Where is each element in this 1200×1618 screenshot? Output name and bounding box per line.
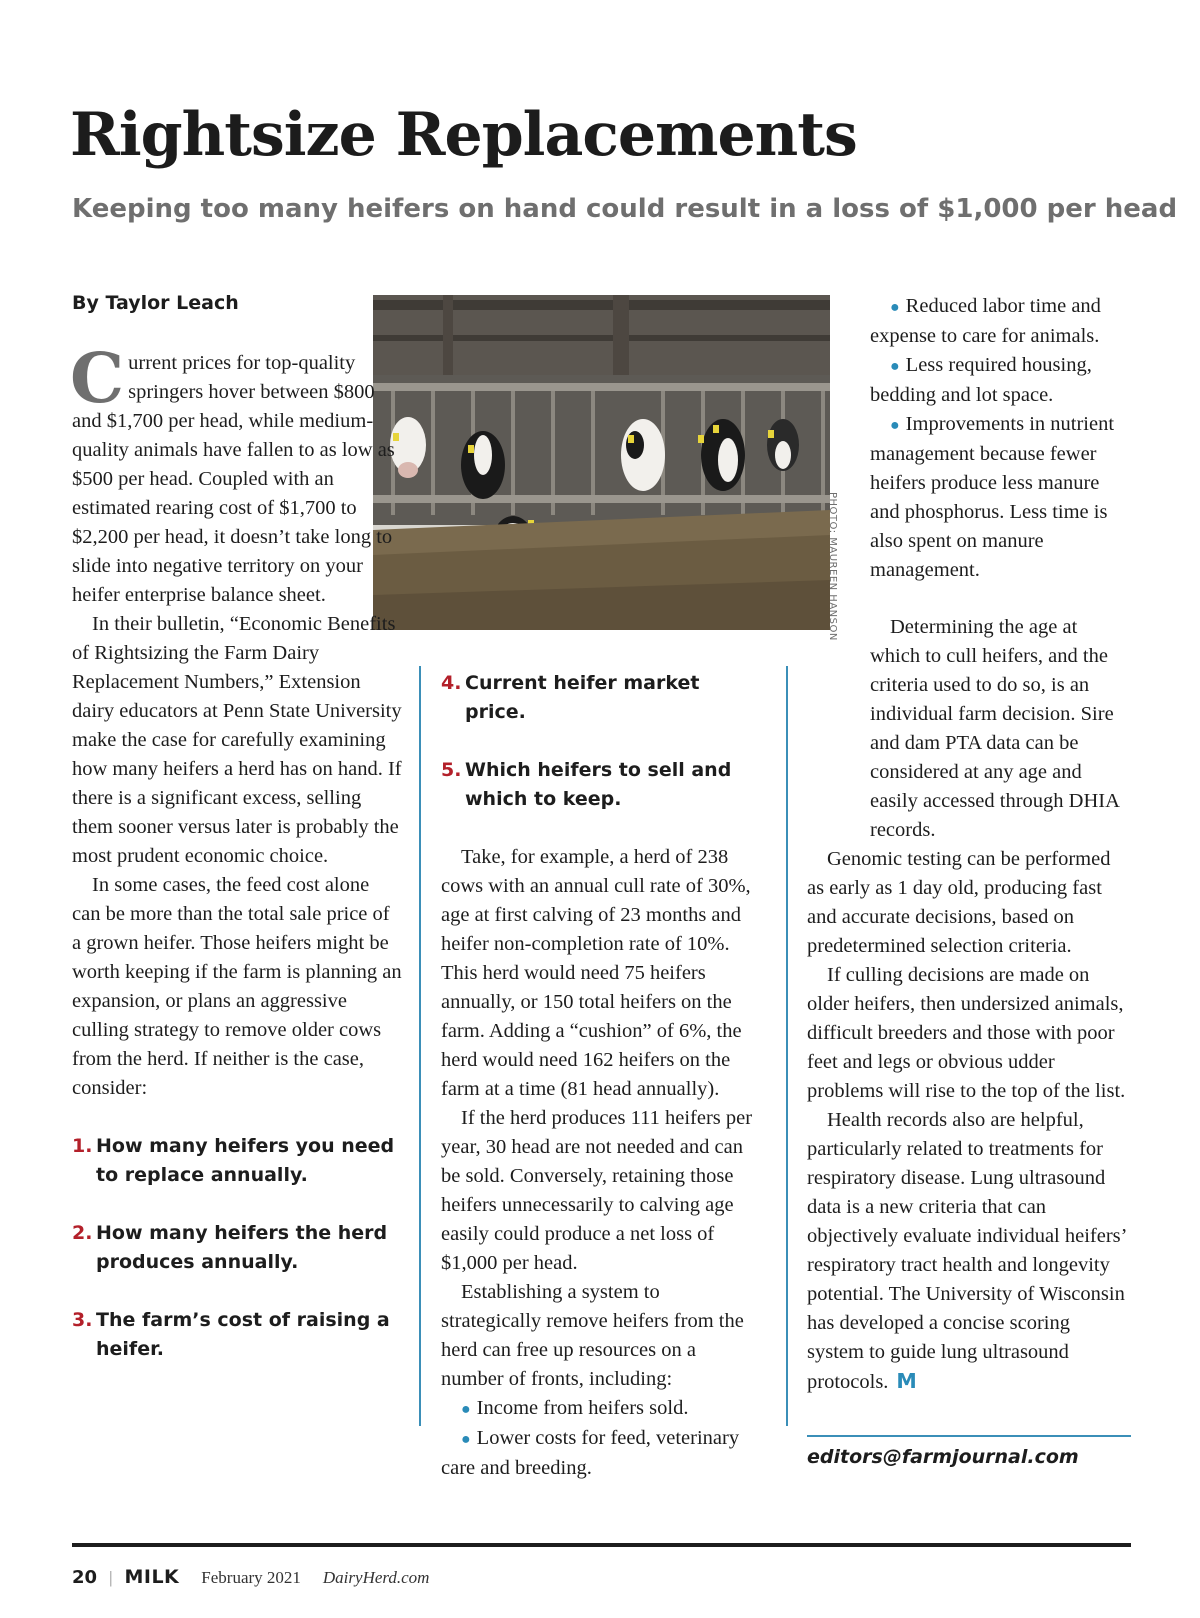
paragraph: If the herd produces 111 heifers per year, 30 head are not needed and can be sold. Conversely, retaining those heifers unnecessarily to calving age easily could produce a net loss of $1,000 per head. (441, 1107, 753, 1274)
paragraph: Determining the age at which to cull heifers, and the criteria used to do so, is an individual farm decision. Sire and dam PTA data can be considered at any age and easily accessed through DHIA records. (870, 616, 1119, 841)
bullet-dot-icon: ● (890, 358, 900, 375)
website-link[interactable]: DairyHerd.com (322, 1568, 430, 1587)
column-3 (807, 613, 1132, 1397)
bullet-item: ● Less required housing, bedding and lot space. (870, 354, 1092, 406)
bullet-dot-icon: ● (890, 417, 900, 434)
bullet-dot-icon: ● (461, 1431, 471, 1448)
column-divider (419, 666, 421, 1426)
paragraph: Take, for example, a herd of 238 cows with an annual cull rate of 30%, age at first calving of 23 months and heifer non-completion rate of 10%. This herd would need 75 heifers annually, or 150 total heifers on the farm. Adding a “cushion” of 6%, the herd would need 162 heifers on the farm at a time (81 head annually). (441, 846, 751, 1100)
drop-cap: C (70, 339, 125, 419)
paragraph: Genomic testing can be performed as early as 1 day old, producing fast and accurate decisions, based on predetermined selection criteria. (807, 848, 1111, 957)
list-text: How many heifers the herd produces annually. (96, 1222, 388, 1273)
cow-barn-photo (373, 295, 830, 630)
email-divider (807, 1435, 1131, 1437)
list-number: 4. (441, 672, 462, 694)
footer-rule (72, 1543, 1131, 1547)
page-footer (72, 1566, 429, 1588)
paragraph: If culling decisions are made on older heifers, then undersized animals, difficult breeders and those with poor feet and legs or obvious udder problems will rise to the top of the list. (807, 964, 1126, 1102)
consider-list-item (441, 756, 759, 814)
list-text: How many heifers you need to replace annually. (96, 1135, 395, 1186)
consider-list-item (72, 1306, 402, 1364)
article-subtitle: Keeping too many heifers on hand could result in a loss of $1,000 per head (72, 194, 1178, 224)
issue-date: February 2021 (201, 1568, 301, 1587)
column-divider (786, 666, 788, 1426)
paragraph: In their bulletin, “Economic Benefits of Rightsizing the Farm Dairy Replacement Numbers,” Extension dairy educators at Penn State University make the case for carefully examining how many heifers a herd has on hand. If there is a significant excess, selling them sooner versus later is probably the most prudent economic choice. (72, 613, 402, 867)
list-text: The farm’s cost of raising a heifer. (96, 1309, 390, 1360)
bullet-item: ● Reduced labor time and expense to care for animals. (870, 295, 1101, 347)
cow-barn-illustration (373, 295, 830, 630)
paragraph: Establishing a system to strategically remove heifers from the herd can free up resources on a number of fronts, including: (441, 1281, 744, 1390)
page-number: 20 (72, 1567, 98, 1588)
bullet-dot-icon: ● (890, 299, 900, 316)
article-title: Rightsize Replacements (70, 100, 857, 170)
bullet-item: ● Lower costs for feed, veterinary care and breeding. (441, 1427, 740, 1479)
list-number: 3. (72, 1309, 93, 1331)
magazine-logo: MILK (124, 1566, 180, 1588)
bullet-dot-icon: ● (461, 1401, 471, 1418)
bullet-item: ● Income from heifers sold. (461, 1397, 689, 1419)
author-email-link[interactable]: editors@farmjournal.com (807, 1446, 1079, 1468)
list-number: 5. (441, 759, 462, 781)
consider-list-item (72, 1219, 402, 1277)
photo-credit: PHOTO: MAUREEN HANSON (827, 492, 838, 641)
bullet-item: ● Improvements in nutrient management because fewer heifers produce less manure and phosphorus. Less time is also spent on manure management. (870, 413, 1115, 581)
end-mark-icon: M (896, 1369, 917, 1393)
list-text: Which heifers to sell and which to keep. (465, 759, 732, 810)
column-3-top (870, 292, 1132, 585)
footer-separator: | (109, 1568, 113, 1587)
column-1 (70, 339, 402, 1393)
list-text: Current heifer market price. (465, 672, 700, 723)
column-2 (441, 669, 759, 1483)
closing-paragraph: Health records also are helpful, particularly related to treatments for respiratory disease. Lung ultrasound data is a new criteria that can objectively evaluate individual heifers’ respiratory tract health and longevity potential. The University of Wisconsin has developed a concise scoring system to guide lung ultrasound protocols. M (807, 1109, 1126, 1393)
consider-list-item (72, 1132, 402, 1190)
paragraph: In some cases, the feed cost alone can be more than the total sale price of a grown heifer. Those heifers might be worth keeping if the farm is planning an expansion, or plans an aggressive culling strategy to remove older cows from the herd. If neither is the case, consider: (72, 874, 402, 1099)
lead-paragraph: Current prices for top-quality springers hover between $800 and $1,700 per head, while medium-quality animals have fallen to as low as $500 per head. Coupled with an estimated rearing cost of $1,700 to $2,200 per head, it doesn’t take long to slide into negative territory on your heifer enterprise balance sheet. (70, 339, 395, 606)
list-number: 1. (72, 1135, 93, 1157)
byline: By Taylor Leach (72, 292, 239, 314)
consider-list-item (441, 669, 759, 727)
list-number: 2. (72, 1222, 93, 1244)
